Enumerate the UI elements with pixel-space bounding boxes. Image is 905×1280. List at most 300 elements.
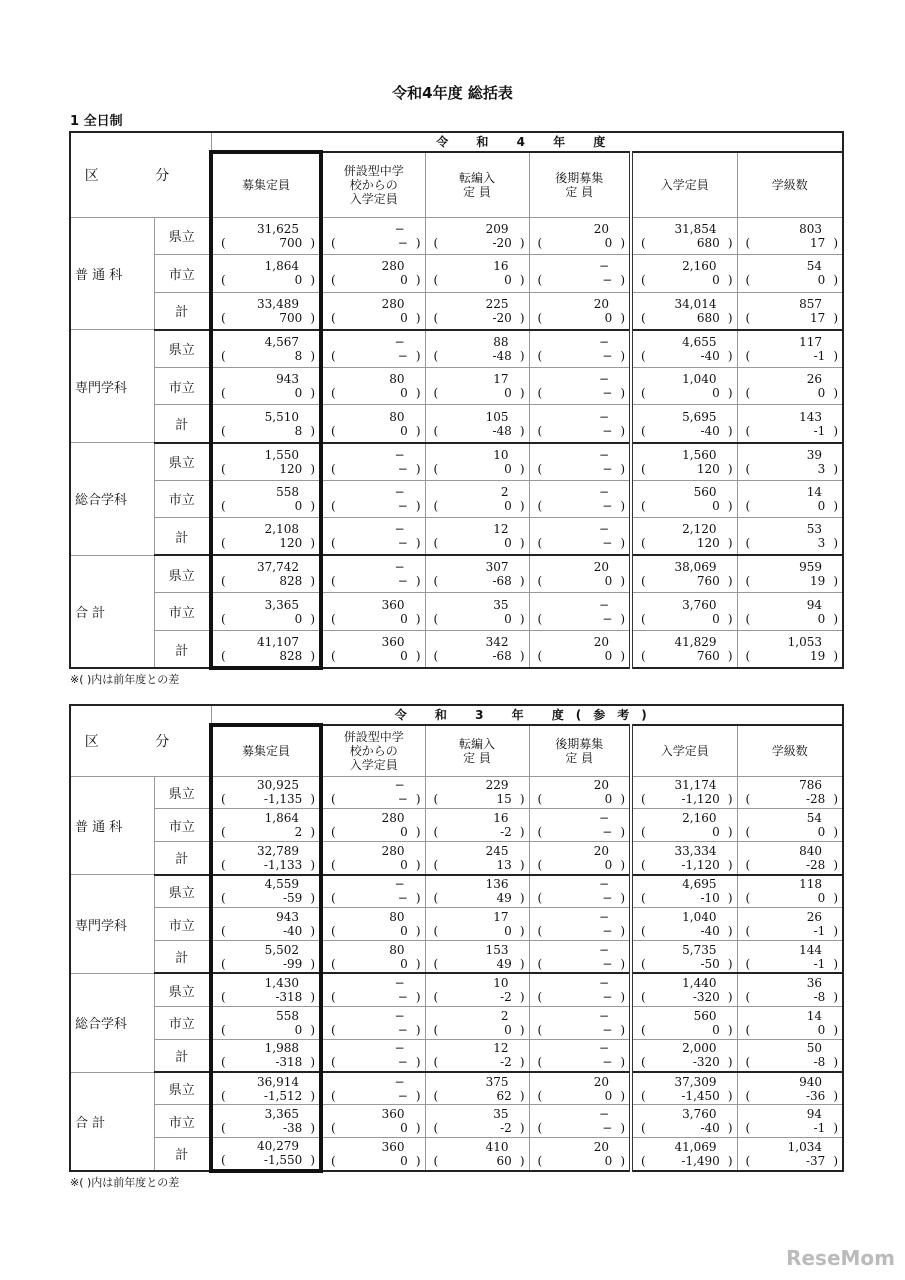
paren-open: ( xyxy=(331,1088,336,1103)
difference xyxy=(633,825,737,839)
difference-value: -40 xyxy=(700,348,720,363)
paren-close: ) xyxy=(310,611,315,626)
value: 94 xyxy=(806,597,822,612)
paren-close: ) xyxy=(310,990,315,1005)
difference xyxy=(426,536,529,550)
cell-content xyxy=(738,448,843,476)
value-cell xyxy=(321,1072,425,1105)
difference xyxy=(633,792,737,806)
table-row xyxy=(70,555,843,593)
cell-content xyxy=(426,372,529,400)
paren-close: ) xyxy=(519,792,525,807)
paren-close: ) xyxy=(519,956,525,971)
paren-close: ) xyxy=(727,990,733,1005)
paren-open: ( xyxy=(641,273,646,288)
value-cell xyxy=(631,443,737,481)
cell-content xyxy=(213,943,319,971)
difference-value: 0 xyxy=(504,498,512,513)
difference-value: -1,490 xyxy=(681,1153,720,1168)
paren-close: ) xyxy=(310,1055,315,1070)
paren-open: ( xyxy=(745,235,751,250)
resemom-logo: ReseMom xyxy=(786,1246,895,1270)
paren-close: ) xyxy=(519,1153,525,1168)
paren-open: ( xyxy=(641,386,646,401)
value: 80 xyxy=(389,372,405,387)
paren-close: ) xyxy=(620,924,625,938)
column-header-line: 入学定員 xyxy=(349,757,398,772)
value: 280 xyxy=(381,259,405,274)
value-cell xyxy=(529,217,631,255)
paren-close: ) xyxy=(415,924,421,938)
value-cell xyxy=(631,330,737,368)
paren-open: ( xyxy=(641,1088,646,1103)
difference xyxy=(633,957,737,971)
value: − xyxy=(598,942,609,957)
cell-content xyxy=(738,485,843,513)
value: 105 xyxy=(485,409,509,424)
value-cell xyxy=(631,405,737,443)
value-cell xyxy=(211,367,321,405)
difference-value: -28 xyxy=(805,792,826,807)
value: 280 xyxy=(381,296,405,311)
paren-close: ) xyxy=(415,1121,421,1136)
paren-close: ) xyxy=(415,423,421,438)
difference xyxy=(213,386,319,400)
value: 35 xyxy=(493,1107,509,1122)
paren-close: ) xyxy=(727,461,733,476)
paren-close: ) xyxy=(415,649,421,664)
paren-open: ( xyxy=(221,792,226,807)
paren-close: ) xyxy=(415,990,421,1005)
paren-open: ( xyxy=(221,310,226,325)
difference-value: 3 xyxy=(817,536,826,551)
difference-value: 0 xyxy=(400,1153,408,1168)
value-cell xyxy=(321,809,425,842)
difference-value: -320 xyxy=(692,1055,720,1070)
cell-content xyxy=(323,448,425,476)
paren-open: ( xyxy=(331,825,336,840)
cell-content xyxy=(633,1140,737,1168)
cell-content xyxy=(530,410,630,438)
difference-value: 0 xyxy=(817,825,826,840)
value: − xyxy=(394,976,405,991)
group-label: 普 通 科 xyxy=(70,217,154,330)
value: 307 xyxy=(485,560,509,575)
value-cell xyxy=(737,593,843,631)
value-cell xyxy=(321,1006,425,1039)
value: − xyxy=(598,1041,609,1056)
value-cell xyxy=(211,480,321,518)
value-cell xyxy=(425,973,529,1006)
cell-content xyxy=(426,635,529,663)
cell-content xyxy=(530,259,630,287)
value-cell xyxy=(321,631,425,669)
cell-content xyxy=(213,259,319,287)
table-row xyxy=(70,875,843,908)
paren-close: ) xyxy=(727,498,733,513)
difference xyxy=(530,649,630,663)
table-row xyxy=(70,405,843,443)
table-row xyxy=(70,330,843,368)
column-header-line: 学級数 xyxy=(771,743,808,758)
difference xyxy=(530,424,630,438)
value-cell xyxy=(529,405,631,443)
cell-content xyxy=(213,598,319,626)
paren-close: ) xyxy=(519,990,525,1005)
difference-value: 49 xyxy=(496,891,512,906)
cell-content xyxy=(426,259,529,287)
value-cell xyxy=(211,593,321,631)
difference xyxy=(213,990,319,1004)
difference xyxy=(323,891,425,905)
value-cell xyxy=(425,631,529,669)
value: 229 xyxy=(485,778,509,793)
cell-content xyxy=(633,943,737,971)
difference xyxy=(738,1121,843,1135)
paren-close: ) xyxy=(620,386,625,401)
paren-open: ( xyxy=(433,386,439,401)
paren-close: ) xyxy=(415,461,421,476)
paren-open: ( xyxy=(433,1055,439,1070)
value: 39 xyxy=(806,447,822,462)
value: − xyxy=(394,778,405,793)
difference-value: 0 xyxy=(504,1022,512,1037)
difference xyxy=(738,386,843,400)
cell-content xyxy=(530,976,630,1004)
difference-value: -2 xyxy=(500,1121,512,1136)
column-header-line: 校からの xyxy=(349,177,398,192)
value-cell xyxy=(211,405,321,443)
column-header-line: 定 員 xyxy=(463,750,491,765)
difference xyxy=(530,236,630,250)
value: 37,742 xyxy=(257,560,299,575)
cell-content xyxy=(738,1107,843,1135)
cell-content xyxy=(213,811,319,839)
difference-value: -8 xyxy=(813,990,826,1005)
value-cell xyxy=(321,518,425,556)
difference xyxy=(738,792,843,806)
paren-close: ) xyxy=(833,348,838,363)
paren-open: ( xyxy=(745,649,751,664)
value-cell xyxy=(631,480,737,518)
paren-open: ( xyxy=(641,1153,646,1168)
value: 31,854 xyxy=(674,221,717,236)
value-cell xyxy=(321,217,425,255)
paren-open: ( xyxy=(331,649,336,664)
difference xyxy=(633,990,737,1004)
value: 940 xyxy=(799,1074,822,1089)
difference-value: -37 xyxy=(805,1153,826,1168)
difference xyxy=(738,858,843,872)
difference xyxy=(738,649,843,663)
cell-content xyxy=(633,335,737,363)
cell-content xyxy=(738,635,843,663)
difference xyxy=(633,1154,737,1168)
difference xyxy=(633,1121,737,1135)
paren-open: ( xyxy=(537,536,543,551)
paren-open: ( xyxy=(745,386,751,401)
cell-content xyxy=(426,943,529,971)
value-cell xyxy=(211,555,321,593)
paren-open: ( xyxy=(221,498,226,513)
paren-close: ) xyxy=(519,386,525,401)
paren-close: ) xyxy=(833,792,838,807)
cell-content xyxy=(323,372,425,400)
cell-content xyxy=(530,297,630,325)
paren-open: ( xyxy=(745,1088,751,1103)
value-cell xyxy=(425,292,529,330)
value: 30,925 xyxy=(257,778,299,793)
difference-value: 0 xyxy=(400,386,408,401)
difference-value: 8 xyxy=(294,348,303,363)
difference xyxy=(530,273,630,287)
paren-open: ( xyxy=(537,348,543,363)
difference xyxy=(530,462,630,476)
difference xyxy=(633,273,737,287)
value-cell xyxy=(737,255,843,293)
paren-open: ( xyxy=(331,1055,336,1070)
difference-value: 60 xyxy=(496,1153,512,1168)
cell-content xyxy=(633,976,737,1004)
paren-close: ) xyxy=(415,235,421,250)
difference-value: 828 xyxy=(279,648,303,663)
value-cell xyxy=(631,875,737,908)
value-cell xyxy=(529,518,631,556)
row-label: 市立 xyxy=(154,480,211,518)
paren-open: ( xyxy=(745,423,751,438)
difference xyxy=(633,1055,737,1069)
row-label: 計 xyxy=(154,292,211,330)
paren-close: ) xyxy=(310,310,315,325)
value: 943 xyxy=(276,910,299,924)
paren-close: ) xyxy=(415,1153,421,1168)
cell-content xyxy=(323,910,425,938)
difference-value: 0 xyxy=(604,649,613,664)
value: 16 xyxy=(493,811,509,826)
cell-content xyxy=(323,943,425,971)
difference xyxy=(323,858,425,872)
paren-open: ( xyxy=(537,956,543,971)
value-cell xyxy=(211,940,321,973)
value: 16 xyxy=(493,259,509,274)
value-cell xyxy=(631,555,737,593)
paren-open: ( xyxy=(745,536,751,551)
column-header xyxy=(631,725,737,776)
value-cell xyxy=(529,292,631,330)
paren-close: ) xyxy=(833,611,838,626)
value: 558 xyxy=(276,1008,299,1023)
difference-value: 0 xyxy=(604,792,613,807)
paren-close: ) xyxy=(620,611,625,626)
value: 33,489 xyxy=(257,296,299,311)
difference xyxy=(323,1023,425,1037)
difference-value: -1 xyxy=(813,348,826,363)
difference-value: 0 xyxy=(817,386,826,401)
paren-close: ) xyxy=(519,1022,525,1037)
difference-value: 0 xyxy=(712,611,720,626)
value-cell xyxy=(631,1105,737,1138)
value-cell xyxy=(737,443,843,481)
difference-value: 8 xyxy=(294,423,303,438)
paren-close: ) xyxy=(833,924,838,938)
cell-content xyxy=(530,598,630,626)
value: − xyxy=(394,1008,405,1023)
paren-close: ) xyxy=(310,792,315,807)
difference xyxy=(530,825,630,839)
cell-content xyxy=(323,522,425,550)
paren-close: ) xyxy=(415,1022,421,1037)
row-label: 市立 xyxy=(154,1006,211,1039)
paren-open: ( xyxy=(433,1153,439,1168)
paren-open: ( xyxy=(433,235,439,250)
cell-content xyxy=(530,448,630,476)
row-label: 県立 xyxy=(154,1072,211,1105)
difference-value: − xyxy=(602,423,613,438)
difference-value: 19 xyxy=(810,649,826,664)
difference-value: -1 xyxy=(813,956,826,971)
paren-open: ( xyxy=(641,924,646,938)
difference xyxy=(530,311,630,325)
paren-open: ( xyxy=(221,386,226,401)
paren-close: ) xyxy=(620,649,625,664)
paren-close: ) xyxy=(519,825,525,840)
paren-open: ( xyxy=(221,1022,226,1037)
paren-open: ( xyxy=(433,1022,439,1037)
cell-content xyxy=(426,598,529,626)
paren-close: ) xyxy=(620,1088,625,1103)
value: 1,440 xyxy=(682,976,717,991)
paren-open: ( xyxy=(433,956,439,971)
difference-value: -1,512 xyxy=(263,1088,303,1103)
table-row xyxy=(70,1072,843,1105)
paren-open: ( xyxy=(433,891,439,906)
table-row xyxy=(70,908,843,941)
difference-value: − xyxy=(397,348,408,363)
paren-close: ) xyxy=(727,1022,733,1037)
difference-value: -50 xyxy=(700,956,720,971)
table-row xyxy=(70,292,843,330)
value-cell xyxy=(425,809,529,842)
cell-content xyxy=(633,1009,737,1037)
value: 153 xyxy=(485,942,509,957)
difference-value: -99 xyxy=(282,956,303,971)
difference-value: 49 xyxy=(496,956,512,971)
row-label: 計 xyxy=(154,405,211,443)
value: 3,760 xyxy=(682,597,717,612)
value-cell xyxy=(321,255,425,293)
paren-open: ( xyxy=(221,956,226,971)
row-label: 市立 xyxy=(154,1105,211,1138)
value: 53 xyxy=(806,522,822,537)
value-cell xyxy=(425,1105,529,1138)
paren-close: ) xyxy=(727,1088,733,1103)
difference xyxy=(213,236,319,250)
difference-value: 120 xyxy=(279,536,303,551)
value: 2,120 xyxy=(682,522,717,537)
difference xyxy=(738,1089,843,1103)
value: 36 xyxy=(806,976,822,991)
difference xyxy=(323,1121,425,1135)
value: 360 xyxy=(381,1107,405,1122)
cell-content xyxy=(530,560,630,588)
difference-value: -1 xyxy=(813,423,826,438)
difference xyxy=(530,499,630,513)
paren-open: ( xyxy=(433,310,439,325)
value: 2 xyxy=(500,1008,509,1023)
paren-close: ) xyxy=(415,891,421,906)
difference xyxy=(426,891,529,905)
paren-open: ( xyxy=(537,498,543,513)
cell-content xyxy=(530,1140,630,1168)
value: 245 xyxy=(485,843,509,858)
difference-value: − xyxy=(602,924,613,938)
value-cell xyxy=(425,405,529,443)
difference-value: 680 xyxy=(696,310,720,325)
cell-content xyxy=(633,485,737,513)
value-cell xyxy=(321,908,425,941)
paren-open: ( xyxy=(537,386,543,401)
column-header xyxy=(529,725,631,776)
value: − xyxy=(598,910,609,924)
paren-open: ( xyxy=(433,611,439,626)
difference xyxy=(738,891,843,905)
difference xyxy=(426,649,529,663)
paren-open: ( xyxy=(537,1153,543,1168)
difference-value: 0 xyxy=(294,611,303,626)
difference xyxy=(323,990,425,1004)
paren-close: ) xyxy=(620,235,625,250)
cell-content xyxy=(530,1107,630,1135)
cell-content xyxy=(738,598,843,626)
column-header xyxy=(529,152,631,217)
paren-open: ( xyxy=(745,611,751,626)
value-cell xyxy=(321,1039,425,1072)
difference xyxy=(323,924,425,938)
cell-content xyxy=(213,1139,319,1167)
row-label: 計 xyxy=(154,631,211,669)
value: − xyxy=(394,1041,405,1056)
value-cell xyxy=(211,842,321,875)
paren-open: ( xyxy=(433,990,439,1005)
paren-open: ( xyxy=(537,1022,543,1037)
paren-close: ) xyxy=(833,386,838,401)
difference-value: − xyxy=(602,1055,613,1070)
paren-close: ) xyxy=(727,1121,733,1136)
cell-content xyxy=(213,222,319,250)
value-cell xyxy=(737,555,843,593)
column-header-line: 定 員 xyxy=(565,184,594,199)
difference xyxy=(323,612,425,626)
value-cell xyxy=(211,776,321,809)
difference-value: 700 xyxy=(279,235,303,250)
difference xyxy=(738,424,843,438)
cell-content xyxy=(426,877,529,905)
difference-value: 17 xyxy=(810,310,826,325)
value-cell xyxy=(425,1072,529,1105)
value: 3,365 xyxy=(264,597,299,612)
paren-close: ) xyxy=(519,857,525,872)
value: − xyxy=(598,1107,609,1122)
difference xyxy=(426,1121,529,1135)
value-cell xyxy=(425,875,529,908)
value-cell xyxy=(631,940,737,973)
paren-open: ( xyxy=(537,574,543,589)
difference xyxy=(213,1055,319,1069)
table-row xyxy=(70,593,843,631)
cell-content xyxy=(633,910,737,938)
cell-content xyxy=(426,1075,529,1103)
difference xyxy=(323,792,425,806)
